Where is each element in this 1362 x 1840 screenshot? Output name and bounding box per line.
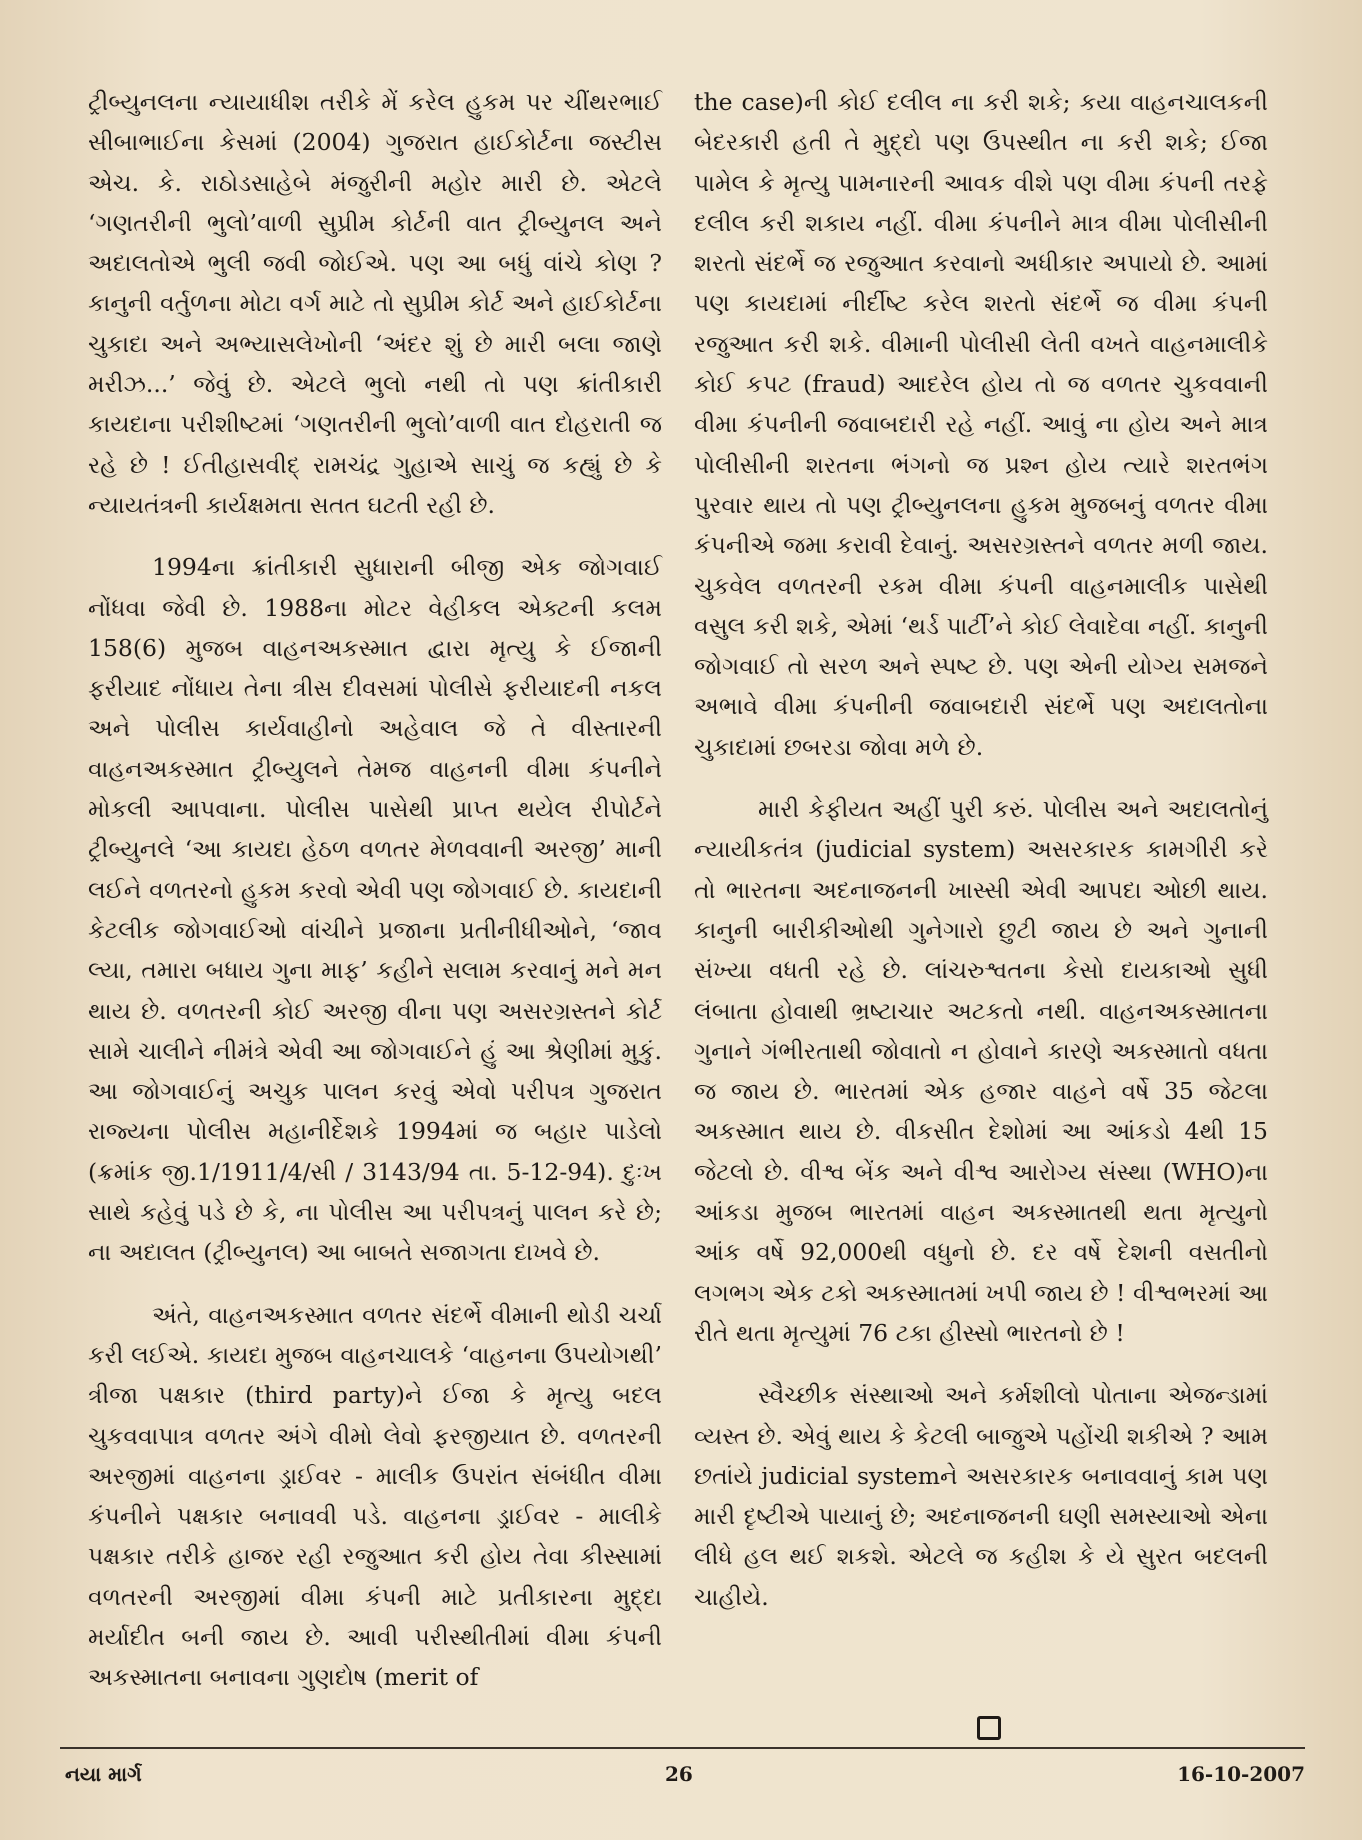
paragraph: અંતે, વાહનઅકસ્માત વળતર સંદર્ભે વીમાની થોડી ચર્ચા કરી લઈએ. કાયદા મુજબ વાહનચાલકે ‘વાહનના ઉપયોગથી’ ત્રીજા પક્ષકાર (third party)ને ઈજા કે મૃત્યુ બદલ ચુકવવાપાત્ર વળતર અંગે વીમો લેવો ફરજીયાત છે. વળતરની અરજીમાં વાહનના ડ્રાઈવર - માલીક ઉપરાંત સંબંધીત વીમા કંપનીને પક્ષકાર બનાવવી પડે. વાહનના ડ્રાઈવર - માલીકે પક્ષકાર તરીકે હાજર રહી રજુઆત કરી હોય તેવા કીસ્સામાં વળતરની અરજીમાં વીમા કંપની માટે પ્રતીકારના મુદ્દા મર્યાદીત બની જાય છે. આવી પરીસ્થીતીમાં વીમા કંપની અકસ્માતના બનાવના ગુણદોષ (merit of xyxy=(88,1300,662,1692)
paragraph: ટ્રીબ્યુનલના ન્યાયાધીશ તરીકે મેં કરેલ હુકમ પર ચીંથરભાઈ સીબાભાઈના કેસમાં (2004) ગુજરાત હાઈકોર્ટના જસ્ટીસ એચ. કે. રાઠોડસાહેબે મંજુરીની મહોર મારી છે. એટલે ‘ગણતરીની ભુલો’વાળી સુપ્રીમ કોર્ટની વાત ટ્રીબ્યુનલ અને અદાલતોએ ભુલી જવી જોઈએ. પણ આ બધું વાંચે કોણ ? કાનુની વર્તુળના મોટા વર્ગ માટે તો સુપ્રીમ કોર્ટ અને હાઈકોર્ટના ચુકાદા અને અભ્યાસલેખોની ‘અંદર શું છે મારી બલા જાણે મરીઝ...’ જેવું છે. એટલે ભુલો નથી તો પણ ક્રાંતીકારી કાયદાના પરીશીષ્ટમાં ‘ગણતરીની ભુલો’વાળી વાત દોહરાતી જ રહે છે ! ઈતીહાસવીદ્ રામચંદ્ર ગુહાએ સાચું જ કહ્યું છે કે ન્યાયતંત્રની કાર્યક્ષમતા સતત ઘટતી રહી છે. xyxy=(88,88,662,519)
footer-divider xyxy=(60,1747,1305,1749)
page-number: 26 xyxy=(665,1762,693,1786)
paragraph: મારી કેફીયત અહીં પુરી કરું. પોલીસ અને અદાલતોનું ન્યાયીકતંત્ર (judicial system) અસરકારક કામગીરી કરે તો ભારતના અદનાજનની ખાસ્સી એવી આપદા ઓછી થાય. કાનુની બારીકીઓથી ગુનેગારો છુટી જાય છે અને ગુનાની સંખ્યા વધતી રહે છે. લાંચરુશ્વતના કેસો દાયકાઓ સુધી લંબાતા હોવાથી ભ્રષ્ટાચાર અટકતો નથી. વાહનઅકસ્માતના ગુનાને ગંભીરતાથી જોવાતો ન હોવાને કારણે અકસ્માતો વધતા જ જાય છે. ભારતમાં એક હજાર વાહને વર્ષે 35 જેટલા અકસ્માત થાય છે. વીકસીત દેશોમાં આ આંકડો 4થી 15 જેટલો છે. વીશ્વ બેંક અને વીશ્વ આરોગ્ય સંસ્થા (WHO)ના આંકડા મુજબ ભારતમાં વાહન અકસ્માતથી થતા મૃત્યુનો આંક વર્ષે 92,000થી વધુનો છે. દર વર્ષે દેશની વસતીનો લગભગ એક ટકો અકસ્માતમાં ખપી જાય છે ! વીશ્વભરમાં આ રીતે થતા મૃત્યુમાં 76 ટકા હીસ્સો ભારતનો છે ! xyxy=(694,795,1268,1347)
left-column xyxy=(88,82,662,1698)
paragraph: the case)ની કોઈ દલીલ ના કરી શકે; કયા વાહનચાલકની બેદરકારી હતી તે મુદ્દો પણ ઉપસ્થીત ના કરી શકે; ઈજા પામેલ કે મૃત્યુ પામનારની આવક વીશે પણ વીમા કંપની તરફે દલીલ કરી શકાય નહીં. વીમા કંપનીને માત્ર વીમા પોલીસીની શરતો સંદર્ભે જ રજુઆત કરવાનો અધીકાર અપાયો છે. આમાં પણ કાયદામાં નીર્દીષ્ટ કરેલ શરતો સંદર્ભે જ વીમા કંપની રજુઆત કરી શકે. વીમાની પોલીસી લેતી વખતે વાહનમાલીકે કોઈ કપટ (fraud) આદરેલ હોય તો જ વળતર ચુકવવાની વીમા કંપનીની જવાબદારી રહે નહીં. આવું ના હોય અને માત્ર પોલીસીની શરતના ભંગનો જ પ્રશ્ન હોય ત્યારે શરતભંગ પુરવાર થાય તો પણ ટ્રીબ્યુનલના હુકમ મુજબનું વળતર વીમા કંપનીએ જમા કરાવી દેવાનું. અસરગ્રસ્તને વળતર મળી જાય. ચુકવેલ વળતરની રકમ વીમા કંપની વાહનમાલીક પાસેથી વસુલ કરી શકે, એમાં ‘થર્ડ પાર્ટી’ને કોઈ લેવાદેવા નહીં. કાનુની જોગવાઈ તો સરળ અને સ્પષ્ટ છે. પણ એની યોગ્ય સમજને અભાવે વીમા કંપનીની જવાબદારી સંદર્ભે પણ અદાલતોના ચુકાદામાં છબરડા જોવા મળે છે. xyxy=(694,88,1268,761)
issue-date: 16-10-2007 xyxy=(1177,1762,1305,1786)
paragraph: સ્વૈચ્છીક સંસ્થાઓ અને કર્મશીલો પોતાના એજન્ડામાં વ્યસ્ત છે. એવું થાય કે કેટલી બાજુએ પહોંચી શકીએ ? આમ છતાંયે judicial systemને અસરકારક બનાવવાનું કામ પણ મારી દૃષ્ટીએ પાયાનું છે; અદનાજનની ઘણી સમસ્યાઓ એના લીધે હલ થઈ શકશે. એટલે જ કહીશ કે યે સુરત બદલની ચાહીયે. xyxy=(694,1381,1268,1611)
paragraph: 1994ના ક્રાંતીકારી સુધારાની બીજી એક જોગવાઈ નોંધવા જેવી છે. 1988ના મોટર વેહીકલ એક્ટની કલમ 158(6) મુજબ વાહનઅકસ્માત દ્વારા મૃત્યુ કે ઈજાની ફરીયાદ નોંધાય તેના ત્રીસ દીવસમાં પોલીસે ફરીયાદની નકલ અને પોલીસ કાર્યવાહીનો અહેવાલ જે તે વીસ્તારની વાહનઅકસ્માત ટ્રીબ્યુલને તેમજ વાહનની વીમા કંપનીને મોકલી આપવાના. પોલીસ પાસેથી પ્રાપ્ત થયેલ રીપોર્ટને ટ્રીબ્યુનલે ‘આ કાયદા હેઠળ વળતર મેળવવાની અરજી’ માની લઈને વળતરનો હુકમ કરવો એવી પણ જોગવાઈ છે. કાયદાની કેટલીક જોગવાઈઓ વાંચીને પ્રજાના પ્રતીનીધીઓને, ‘જાવ લ્યા, તમારા બધાય ગુના માફ’ કહીને સલામ કરવાનું મને મન થાય છે. વળતરની કોઈ અરજી વીના પણ અસરગ્રસ્તને કોર્ટ સામે ચાલીને નીમંત્રે એવી આ જોગવાઈને હું આ શ્રેણીમાં મુકું. આ જોગવાઈનું અચુક પાલન કરવું એવો પરીપત્ર ગુજરાત રાજ્યના પોલીસ મહાનીર્દેશકે 1994માં જ બહાર પાડેલો (ક્રમાંક જી.1/1911/4/સી / 3143/94 તા. 5-12-94). દુઃખ સાથે કહેવું પડે છે કે, ના પોલીસ આ પરીપત્રનું પાલન કરે છે; ના અદાલત (ટ્રીબ્યુનલ) આ બાબતે સજાગતા દાખવે છે. xyxy=(88,553,662,1267)
hollow-square-icon xyxy=(977,1716,1001,1740)
page-footer xyxy=(60,1762,1305,1794)
right-column xyxy=(694,82,1268,1617)
publication-name: નયા માર્ગ xyxy=(65,1762,142,1786)
